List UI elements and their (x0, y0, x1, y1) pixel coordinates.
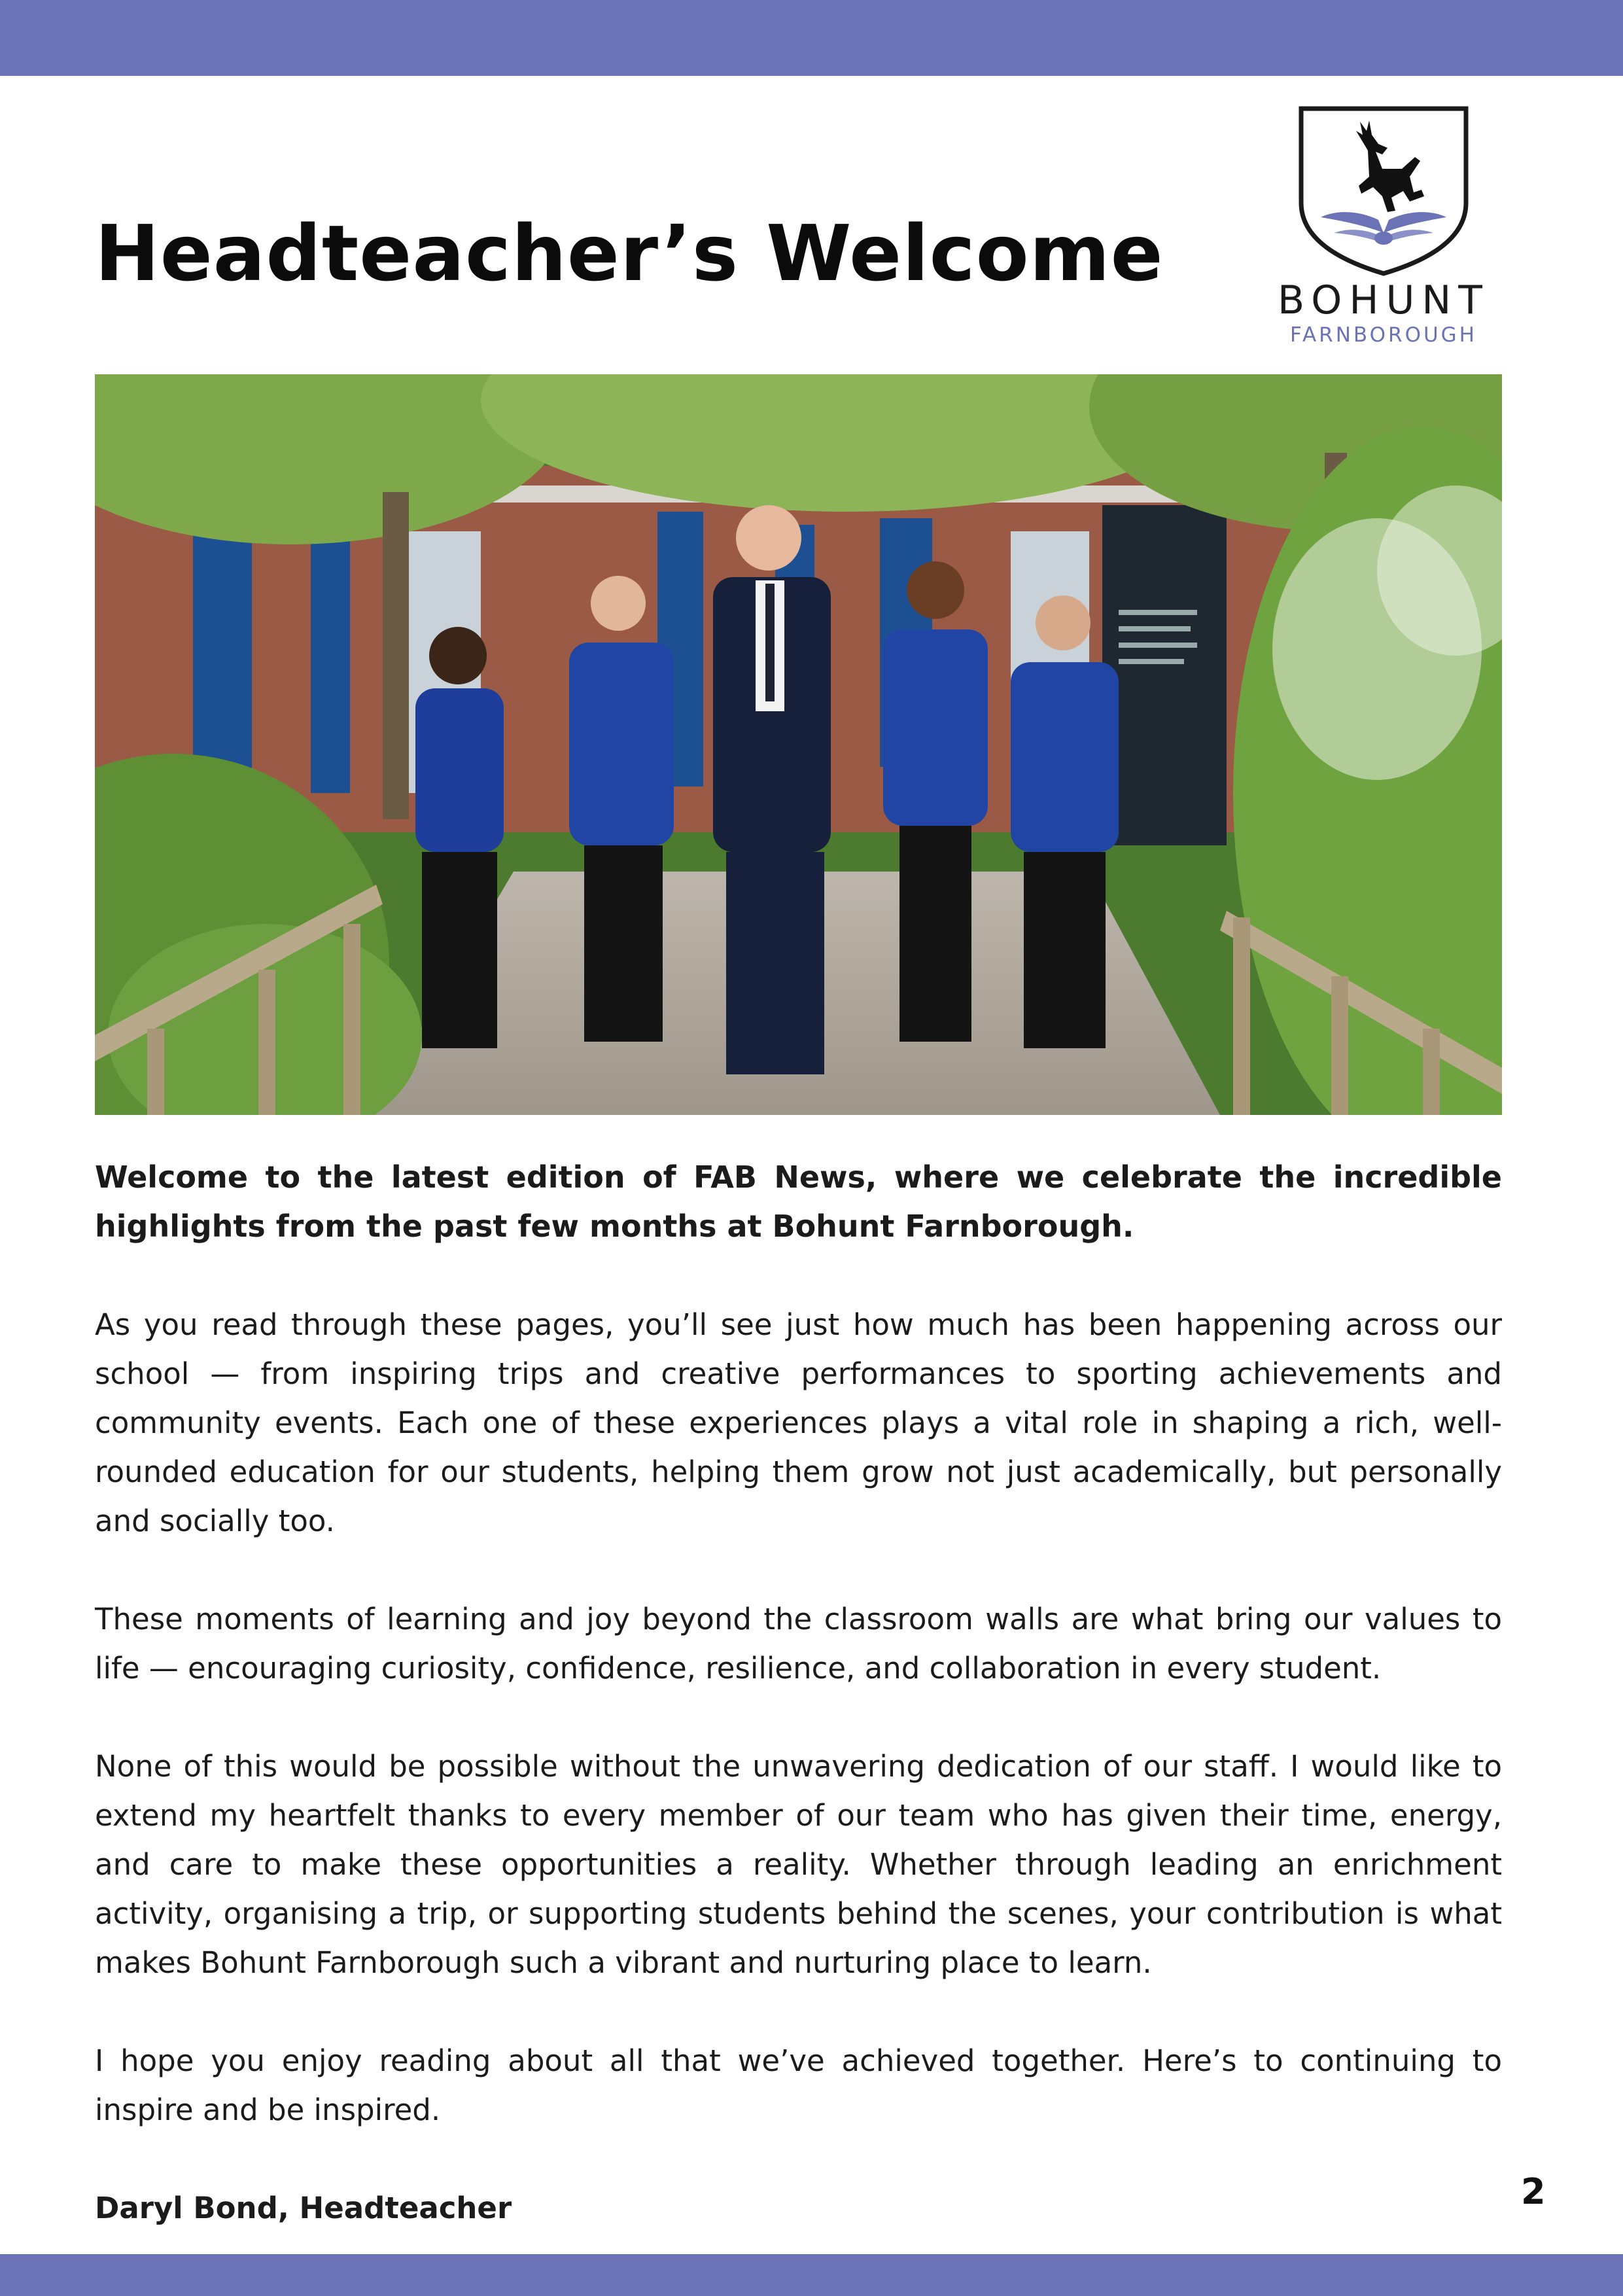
bottom-color-band (0, 2254, 1623, 2296)
school-photo (95, 374, 1502, 1115)
top-color-band (0, 0, 1623, 76)
paragraph: These moments of learning and joy beyond the classroom walls are what bring our values to life — encouraging curiosity, confidence, resilience, and collaboration in every student. (95, 1602, 1502, 1686)
logo-location: FARNBOROUGH (1289, 323, 1477, 347)
page-title: Headteacher’s Welcome (95, 208, 1164, 298)
paragraph: As you read through these pages, you’ll see just how much has been happening across our school — from inspiring trips and creative performances to sporting achievements and community events. Each one of these experiences plays a vital role in shaping a rich, well-rounded education for our students, helping them grow not just academically, but personally and socially too. (95, 1307, 1502, 1538)
page-number: 2 (1521, 2171, 1546, 2212)
logo-wordmark: BOHUNT (1278, 277, 1490, 323)
article-body (95, 1153, 1502, 2282)
school-logo (1272, 105, 1495, 350)
paragraph: I hope you enjoy reading about all that we’ve achieved together. Here’s to continuing to inspire and be inspired. (95, 2043, 1502, 2127)
paragraph: None of this would be possible without the unwavering dedication of our staff. I would like to extend my heartfelt thanks to every member of our team who has given their time, energy, and care to make these opportunities a reality. Whether through leading an enrichment activity, organising a trip, or supporting students behind the scenes, your contribution is what makes Bohunt Farnborough such a vibrant and nurturing place to learn. (95, 1749, 1502, 1980)
signature: Daryl Bond, Headteacher (95, 2191, 512, 2225)
lead-paragraph: Welcome to the latest edition of FAB News, where we celebrate the incredible highlights from the past few months at Bohunt Farnborough. (95, 1159, 1502, 1244)
stag-shield-icon (1297, 105, 1470, 276)
